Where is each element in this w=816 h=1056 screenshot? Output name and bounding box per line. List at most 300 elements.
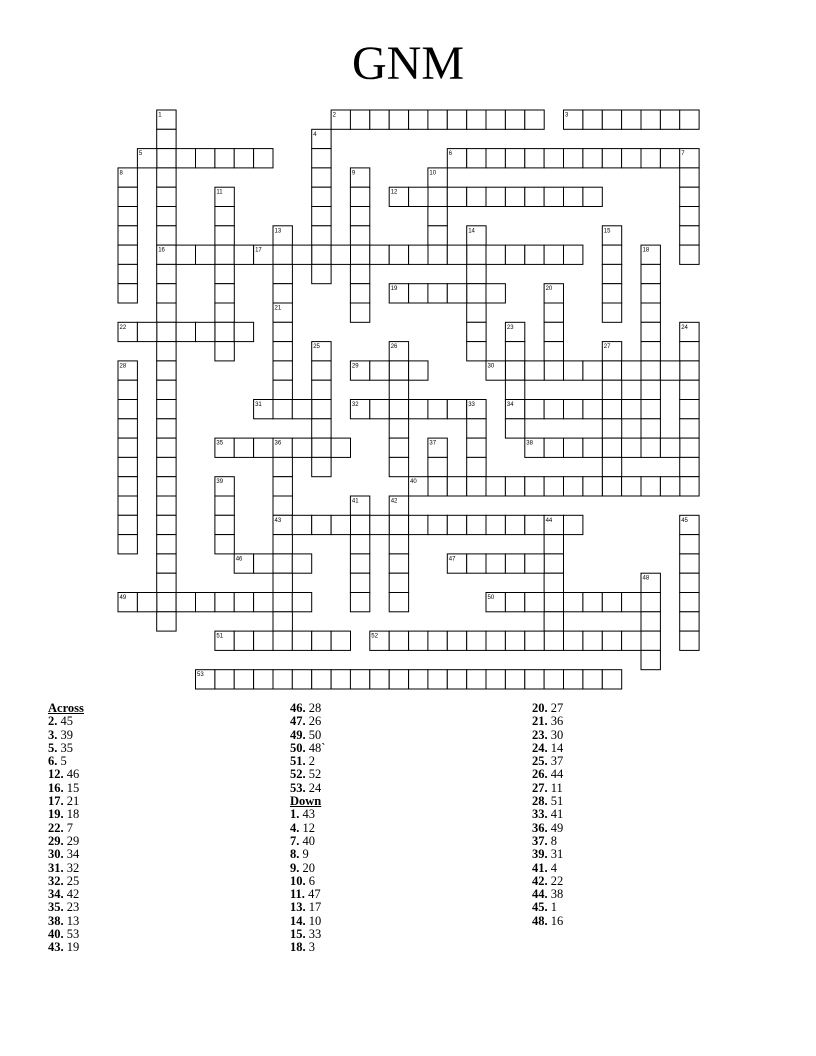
grid-cell[interactable]	[428, 245, 447, 264]
grid-cell[interactable]	[157, 593, 176, 612]
grid-cell[interactable]	[660, 149, 679, 168]
grid-cell[interactable]	[505, 380, 524, 399]
grid-cell[interactable]	[641, 342, 660, 361]
grid-cell[interactable]	[350, 207, 369, 226]
grid-cell[interactable]	[234, 245, 253, 264]
grid-cell[interactable]	[622, 593, 641, 612]
grid-cell[interactable]	[467, 187, 486, 206]
grid-cell[interactable]	[641, 631, 660, 650]
grid-cell[interactable]	[137, 593, 156, 612]
grid-cell[interactable]	[292, 631, 311, 650]
grid-cell[interactable]	[680, 245, 699, 264]
grid-cell[interactable]	[157, 438, 176, 457]
grid-cell[interactable]	[641, 650, 660, 669]
grid-cell[interactable]	[467, 284, 486, 303]
grid-cell[interactable]	[680, 400, 699, 419]
grid-cell[interactable]	[641, 322, 660, 341]
grid-cell[interactable]	[292, 515, 311, 534]
grid-cell[interactable]	[680, 207, 699, 226]
grid-cell[interactable]	[118, 400, 137, 419]
grid-cell[interactable]	[602, 149, 621, 168]
grid-cell[interactable]	[176, 245, 195, 264]
grid-cell[interactable]	[157, 496, 176, 515]
grid-cell[interactable]	[680, 187, 699, 206]
grid-cell[interactable]	[157, 226, 176, 245]
grid-cell[interactable]	[602, 380, 621, 399]
grid-cell[interactable]	[389, 361, 408, 380]
grid-cell[interactable]	[273, 477, 292, 496]
grid-cell[interactable]	[409, 361, 428, 380]
grid-cell[interactable]	[409, 631, 428, 650]
grid-cell[interactable]	[312, 457, 331, 476]
grid-cell[interactable]	[409, 187, 428, 206]
grid-cell[interactable]	[467, 322, 486, 341]
grid-cell[interactable]	[292, 438, 311, 457]
grid-cell[interactable]	[389, 535, 408, 554]
grid-cell[interactable]	[467, 342, 486, 361]
grid-cell[interactable]	[196, 322, 215, 341]
grid-cell[interactable]	[157, 322, 176, 341]
grid-cell[interactable]	[602, 361, 621, 380]
grid-cell[interactable]	[312, 207, 331, 226]
grid-cell[interactable]	[118, 496, 137, 515]
grid-cell[interactable]	[602, 284, 621, 303]
grid-cell[interactable]	[660, 361, 679, 380]
grid-cell[interactable]	[622, 400, 641, 419]
grid-cell[interactable]	[641, 438, 660, 457]
grid-cell[interactable]	[525, 477, 544, 496]
grid-cell[interactable]	[447, 110, 466, 129]
grid-cell[interactable]	[505, 670, 524, 689]
grid-cell[interactable]	[564, 361, 583, 380]
grid-cell[interactable]	[118, 187, 137, 206]
grid-cell[interactable]	[389, 245, 408, 264]
grid-cell[interactable]	[350, 187, 369, 206]
grid-cell[interactable]	[602, 400, 621, 419]
grid-cell[interactable]	[641, 284, 660, 303]
grid-cell[interactable]	[525, 554, 544, 573]
grid-cell[interactable]	[486, 187, 505, 206]
grid-cell[interactable]	[118, 438, 137, 457]
grid-cell[interactable]	[331, 670, 350, 689]
grid-cell[interactable]	[602, 477, 621, 496]
grid-cell[interactable]	[525, 515, 544, 534]
grid-cell[interactable]	[350, 593, 369, 612]
grid-cell[interactable]	[602, 264, 621, 283]
grid-cell[interactable]	[486, 245, 505, 264]
grid-cell[interactable]	[602, 110, 621, 129]
grid-cell[interactable]	[215, 303, 234, 322]
grid-cell[interactable]	[331, 438, 350, 457]
grid-cell[interactable]	[641, 149, 660, 168]
grid-cell[interactable]	[602, 438, 621, 457]
grid-cell[interactable]	[157, 303, 176, 322]
grid-cell[interactable]	[641, 419, 660, 438]
grid-cell[interactable]	[312, 631, 331, 650]
grid-cell[interactable]	[118, 207, 137, 226]
grid-cell[interactable]	[583, 110, 602, 129]
grid-cell[interactable]	[641, 380, 660, 399]
grid-cell[interactable]	[583, 477, 602, 496]
grid-cell[interactable]	[292, 554, 311, 573]
grid-cell[interactable]	[409, 110, 428, 129]
grid-cell[interactable]	[389, 110, 408, 129]
grid-cell[interactable]	[350, 226, 369, 245]
grid-cell[interactable]	[215, 535, 234, 554]
grid-cell[interactable]	[273, 361, 292, 380]
grid-cell[interactable]	[622, 149, 641, 168]
grid-cell[interactable]	[505, 149, 524, 168]
grid-cell[interactable]	[157, 129, 176, 148]
grid-cell[interactable]	[525, 245, 544, 264]
grid-cell[interactable]	[215, 515, 234, 534]
grid-cell[interactable]	[680, 168, 699, 187]
grid-cell[interactable]	[564, 593, 583, 612]
grid-cell[interactable]	[447, 187, 466, 206]
grid-cell[interactable]	[622, 631, 641, 650]
grid-cell[interactable]	[467, 303, 486, 322]
grid-cell[interactable]	[486, 515, 505, 534]
grid-cell[interactable]	[157, 380, 176, 399]
grid-cell[interactable]	[544, 303, 563, 322]
grid-cell[interactable]	[234, 438, 253, 457]
grid-cell[interactable]	[350, 284, 369, 303]
grid-cell[interactable]	[680, 380, 699, 399]
grid-cell[interactable]	[680, 477, 699, 496]
grid-cell[interactable]	[564, 438, 583, 457]
grid-cell[interactable]	[157, 573, 176, 592]
grid-cell[interactable]	[273, 670, 292, 689]
grid-cell[interactable]	[428, 477, 447, 496]
grid-cell[interactable]	[660, 438, 679, 457]
grid-cell[interactable]	[680, 226, 699, 245]
grid-cell[interactable]	[331, 631, 350, 650]
grid-cell[interactable]	[409, 515, 428, 534]
grid-cell[interactable]	[505, 110, 524, 129]
grid-cell[interactable]	[486, 477, 505, 496]
grid-cell[interactable]	[331, 245, 350, 264]
grid-cell[interactable]	[544, 631, 563, 650]
grid-cell[interactable]	[292, 245, 311, 264]
grid-cell[interactable]	[176, 593, 195, 612]
grid-cell[interactable]	[467, 631, 486, 650]
grid-cell[interactable]	[157, 457, 176, 476]
grid-cell[interactable]	[660, 110, 679, 129]
grid-cell[interactable]	[254, 593, 273, 612]
grid-cell[interactable]	[602, 631, 621, 650]
grid-cell[interactable]	[215, 496, 234, 515]
grid-cell[interactable]	[505, 515, 524, 534]
grid-cell[interactable]	[409, 284, 428, 303]
grid-cell[interactable]	[622, 438, 641, 457]
grid-cell[interactable]	[350, 515, 369, 534]
grid-cell[interactable]	[583, 631, 602, 650]
grid-cell[interactable]	[292, 400, 311, 419]
grid-cell[interactable]	[118, 477, 137, 496]
grid-cell[interactable]	[525, 593, 544, 612]
grid-cell[interactable]	[622, 477, 641, 496]
grid-cell[interactable]	[273, 535, 292, 554]
grid-cell[interactable]	[602, 670, 621, 689]
grid-cell[interactable]	[641, 110, 660, 129]
grid-cell[interactable]	[409, 670, 428, 689]
grid-cell[interactable]	[196, 593, 215, 612]
grid-cell[interactable]	[486, 631, 505, 650]
grid-cell[interactable]	[583, 438, 602, 457]
grid-cell[interactable]	[176, 149, 195, 168]
grid-cell[interactable]	[312, 361, 331, 380]
grid-cell[interactable]	[680, 457, 699, 476]
grid-cell[interactable]	[215, 284, 234, 303]
grid-cell[interactable]	[254, 554, 273, 573]
grid-cell[interactable]	[525, 631, 544, 650]
grid-cell[interactable]	[215, 593, 234, 612]
grid-cell[interactable]	[680, 535, 699, 554]
grid-cell[interactable]	[273, 380, 292, 399]
grid-cell[interactable]	[467, 515, 486, 534]
grid-cell[interactable]	[583, 593, 602, 612]
grid-cell[interactable]	[525, 149, 544, 168]
grid-cell[interactable]	[312, 226, 331, 245]
grid-cell[interactable]	[157, 342, 176, 361]
grid-cell[interactable]	[118, 535, 137, 554]
grid-cell[interactable]	[544, 342, 563, 361]
grid-cell[interactable]	[312, 515, 331, 534]
grid-cell[interactable]	[312, 168, 331, 187]
grid-cell[interactable]	[157, 477, 176, 496]
grid-cell[interactable]	[486, 110, 505, 129]
grid-cell[interactable]	[273, 612, 292, 631]
grid-cell[interactable]	[273, 342, 292, 361]
grid-cell[interactable]	[486, 284, 505, 303]
grid-cell[interactable]	[447, 670, 466, 689]
grid-cell[interactable]	[389, 670, 408, 689]
grid-cell[interactable]	[350, 670, 369, 689]
grid-cell[interactable]	[118, 419, 137, 438]
grid-cell[interactable]	[118, 226, 137, 245]
grid-cell[interactable]	[641, 303, 660, 322]
grid-cell[interactable]	[544, 245, 563, 264]
grid-cell[interactable]	[602, 593, 621, 612]
grid-cell[interactable]	[118, 284, 137, 303]
grid-cell[interactable]	[215, 149, 234, 168]
grid-cell[interactable]	[544, 670, 563, 689]
grid-cell[interactable]	[312, 419, 331, 438]
grid-cell[interactable]	[196, 245, 215, 264]
grid-cell[interactable]	[544, 149, 563, 168]
grid-cell[interactable]	[564, 670, 583, 689]
grid-cell[interactable]	[544, 187, 563, 206]
grid-cell[interactable]	[389, 554, 408, 573]
grid-cell[interactable]	[350, 554, 369, 573]
grid-cell[interactable]	[583, 400, 602, 419]
grid-cell[interactable]	[544, 400, 563, 419]
grid-cell[interactable]	[234, 149, 253, 168]
grid-cell[interactable]	[564, 245, 583, 264]
grid-cell[interactable]	[428, 110, 447, 129]
grid-cell[interactable]	[467, 110, 486, 129]
grid-cell[interactable]	[680, 593, 699, 612]
grid-cell[interactable]	[602, 457, 621, 476]
grid-cell[interactable]	[157, 419, 176, 438]
grid-cell[interactable]	[389, 573, 408, 592]
grid-cell[interactable]	[215, 226, 234, 245]
grid-cell[interactable]	[273, 496, 292, 515]
grid-cell[interactable]	[118, 457, 137, 476]
grid-cell[interactable]	[157, 400, 176, 419]
grid-cell[interactable]	[350, 245, 369, 264]
grid-cell[interactable]	[467, 264, 486, 283]
grid-cell[interactable]	[118, 515, 137, 534]
grid-cell[interactable]	[467, 245, 486, 264]
grid-cell[interactable]	[370, 515, 389, 534]
grid-cell[interactable]	[447, 515, 466, 534]
grid-cell[interactable]	[157, 168, 176, 187]
grid-cell[interactable]	[254, 631, 273, 650]
grid-cell[interactable]	[273, 631, 292, 650]
grid-cell[interactable]	[215, 342, 234, 361]
grid-cell[interactable]	[602, 419, 621, 438]
grid-cell[interactable]	[564, 400, 583, 419]
grid-cell[interactable]	[312, 245, 331, 264]
grid-cell[interactable]	[525, 670, 544, 689]
grid-cell[interactable]	[273, 264, 292, 283]
grid-cell[interactable]	[467, 419, 486, 438]
grid-cell[interactable]	[292, 670, 311, 689]
grid-cell[interactable]	[254, 670, 273, 689]
grid-cell[interactable]	[505, 631, 524, 650]
grid-cell[interactable]	[157, 284, 176, 303]
grid-cell[interactable]	[428, 284, 447, 303]
grid-cell[interactable]	[447, 245, 466, 264]
grid-cell[interactable]	[447, 477, 466, 496]
grid-cell[interactable]	[118, 380, 137, 399]
grid-cell[interactable]	[602, 245, 621, 264]
grid-cell[interactable]	[564, 187, 583, 206]
grid-cell[interactable]	[583, 149, 602, 168]
grid-cell[interactable]	[254, 149, 273, 168]
grid-cell[interactable]	[564, 477, 583, 496]
grid-cell[interactable]	[215, 245, 234, 264]
grid-cell[interactable]	[157, 361, 176, 380]
grid-cell[interactable]	[641, 593, 660, 612]
grid-cell[interactable]	[389, 419, 408, 438]
grid-cell[interactable]	[467, 554, 486, 573]
grid-cell[interactable]	[622, 361, 641, 380]
grid-cell[interactable]	[350, 573, 369, 592]
grid-cell[interactable]	[389, 515, 408, 534]
grid-cell[interactable]	[641, 264, 660, 283]
grid-cell[interactable]	[157, 554, 176, 573]
grid-cell[interactable]	[641, 361, 660, 380]
grid-cell[interactable]	[350, 303, 369, 322]
grid-cell[interactable]	[118, 264, 137, 283]
grid-cell[interactable]	[234, 670, 253, 689]
grid-cell[interactable]	[215, 207, 234, 226]
grid-cell[interactable]	[680, 554, 699, 573]
grid-cell[interactable]	[215, 670, 234, 689]
grid-cell[interactable]	[544, 612, 563, 631]
grid-cell[interactable]	[505, 361, 524, 380]
grid-cell[interactable]	[428, 515, 447, 534]
grid-cell[interactable]	[350, 264, 369, 283]
grid-cell[interactable]	[292, 593, 311, 612]
grid-cell[interactable]	[680, 419, 699, 438]
grid-cell[interactable]	[234, 593, 253, 612]
grid-cell[interactable]	[486, 670, 505, 689]
grid-cell[interactable]	[525, 361, 544, 380]
grid-cell[interactable]	[234, 631, 253, 650]
grid-cell[interactable]	[409, 245, 428, 264]
grid-cell[interactable]	[680, 342, 699, 361]
grid-cell[interactable]	[467, 438, 486, 457]
grid-cell[interactable]	[370, 400, 389, 419]
grid-cell[interactable]	[370, 361, 389, 380]
grid-cell[interactable]	[680, 110, 699, 129]
grid-cell[interactable]	[564, 149, 583, 168]
grid-cell[interactable]	[370, 110, 389, 129]
grid-cell[interactable]	[312, 400, 331, 419]
grid-cell[interactable]	[680, 573, 699, 592]
grid-cell[interactable]	[544, 535, 563, 554]
grid-cell[interactable]	[312, 438, 331, 457]
grid-cell[interactable]	[467, 149, 486, 168]
grid-cell[interactable]	[505, 477, 524, 496]
grid-cell[interactable]	[564, 631, 583, 650]
grid-cell[interactable]	[389, 400, 408, 419]
grid-cell[interactable]	[428, 207, 447, 226]
grid-cell[interactable]	[273, 322, 292, 341]
grid-cell[interactable]	[428, 226, 447, 245]
grid-cell[interactable]	[505, 187, 524, 206]
grid-cell[interactable]	[157, 149, 176, 168]
grid-cell[interactable]	[641, 477, 660, 496]
grid-cell[interactable]	[447, 284, 466, 303]
grid-cell[interactable]	[312, 264, 331, 283]
grid-cell[interactable]	[273, 245, 292, 264]
grid-cell[interactable]	[525, 110, 544, 129]
grid-cell[interactable]	[641, 612, 660, 631]
grid-cell[interactable]	[544, 573, 563, 592]
grid-cell[interactable]	[525, 187, 544, 206]
grid-cell[interactable]	[680, 612, 699, 631]
grid-cell[interactable]	[389, 593, 408, 612]
grid-cell[interactable]	[370, 670, 389, 689]
grid-cell[interactable]	[157, 264, 176, 283]
grid-cell[interactable]	[467, 457, 486, 476]
grid-cell[interactable]	[564, 515, 583, 534]
grid-cell[interactable]	[157, 535, 176, 554]
grid-cell[interactable]	[680, 361, 699, 380]
grid-cell[interactable]	[583, 187, 602, 206]
grid-cell[interactable]	[196, 149, 215, 168]
grid-cell[interactable]	[312, 149, 331, 168]
grid-cell[interactable]	[447, 400, 466, 419]
grid-cell[interactable]	[176, 322, 195, 341]
grid-cell[interactable]	[118, 245, 137, 264]
grid-cell[interactable]	[428, 457, 447, 476]
grid-cell[interactable]	[486, 149, 505, 168]
grid-cell[interactable]	[505, 245, 524, 264]
grid-cell[interactable]	[273, 554, 292, 573]
grid-cell[interactable]	[234, 322, 253, 341]
grid-cell[interactable]	[273, 573, 292, 592]
grid-cell[interactable]	[350, 535, 369, 554]
grid-cell[interactable]	[544, 322, 563, 341]
grid-cell[interactable]	[389, 457, 408, 476]
grid-cell[interactable]	[505, 593, 524, 612]
grid-cell[interactable]	[389, 438, 408, 457]
